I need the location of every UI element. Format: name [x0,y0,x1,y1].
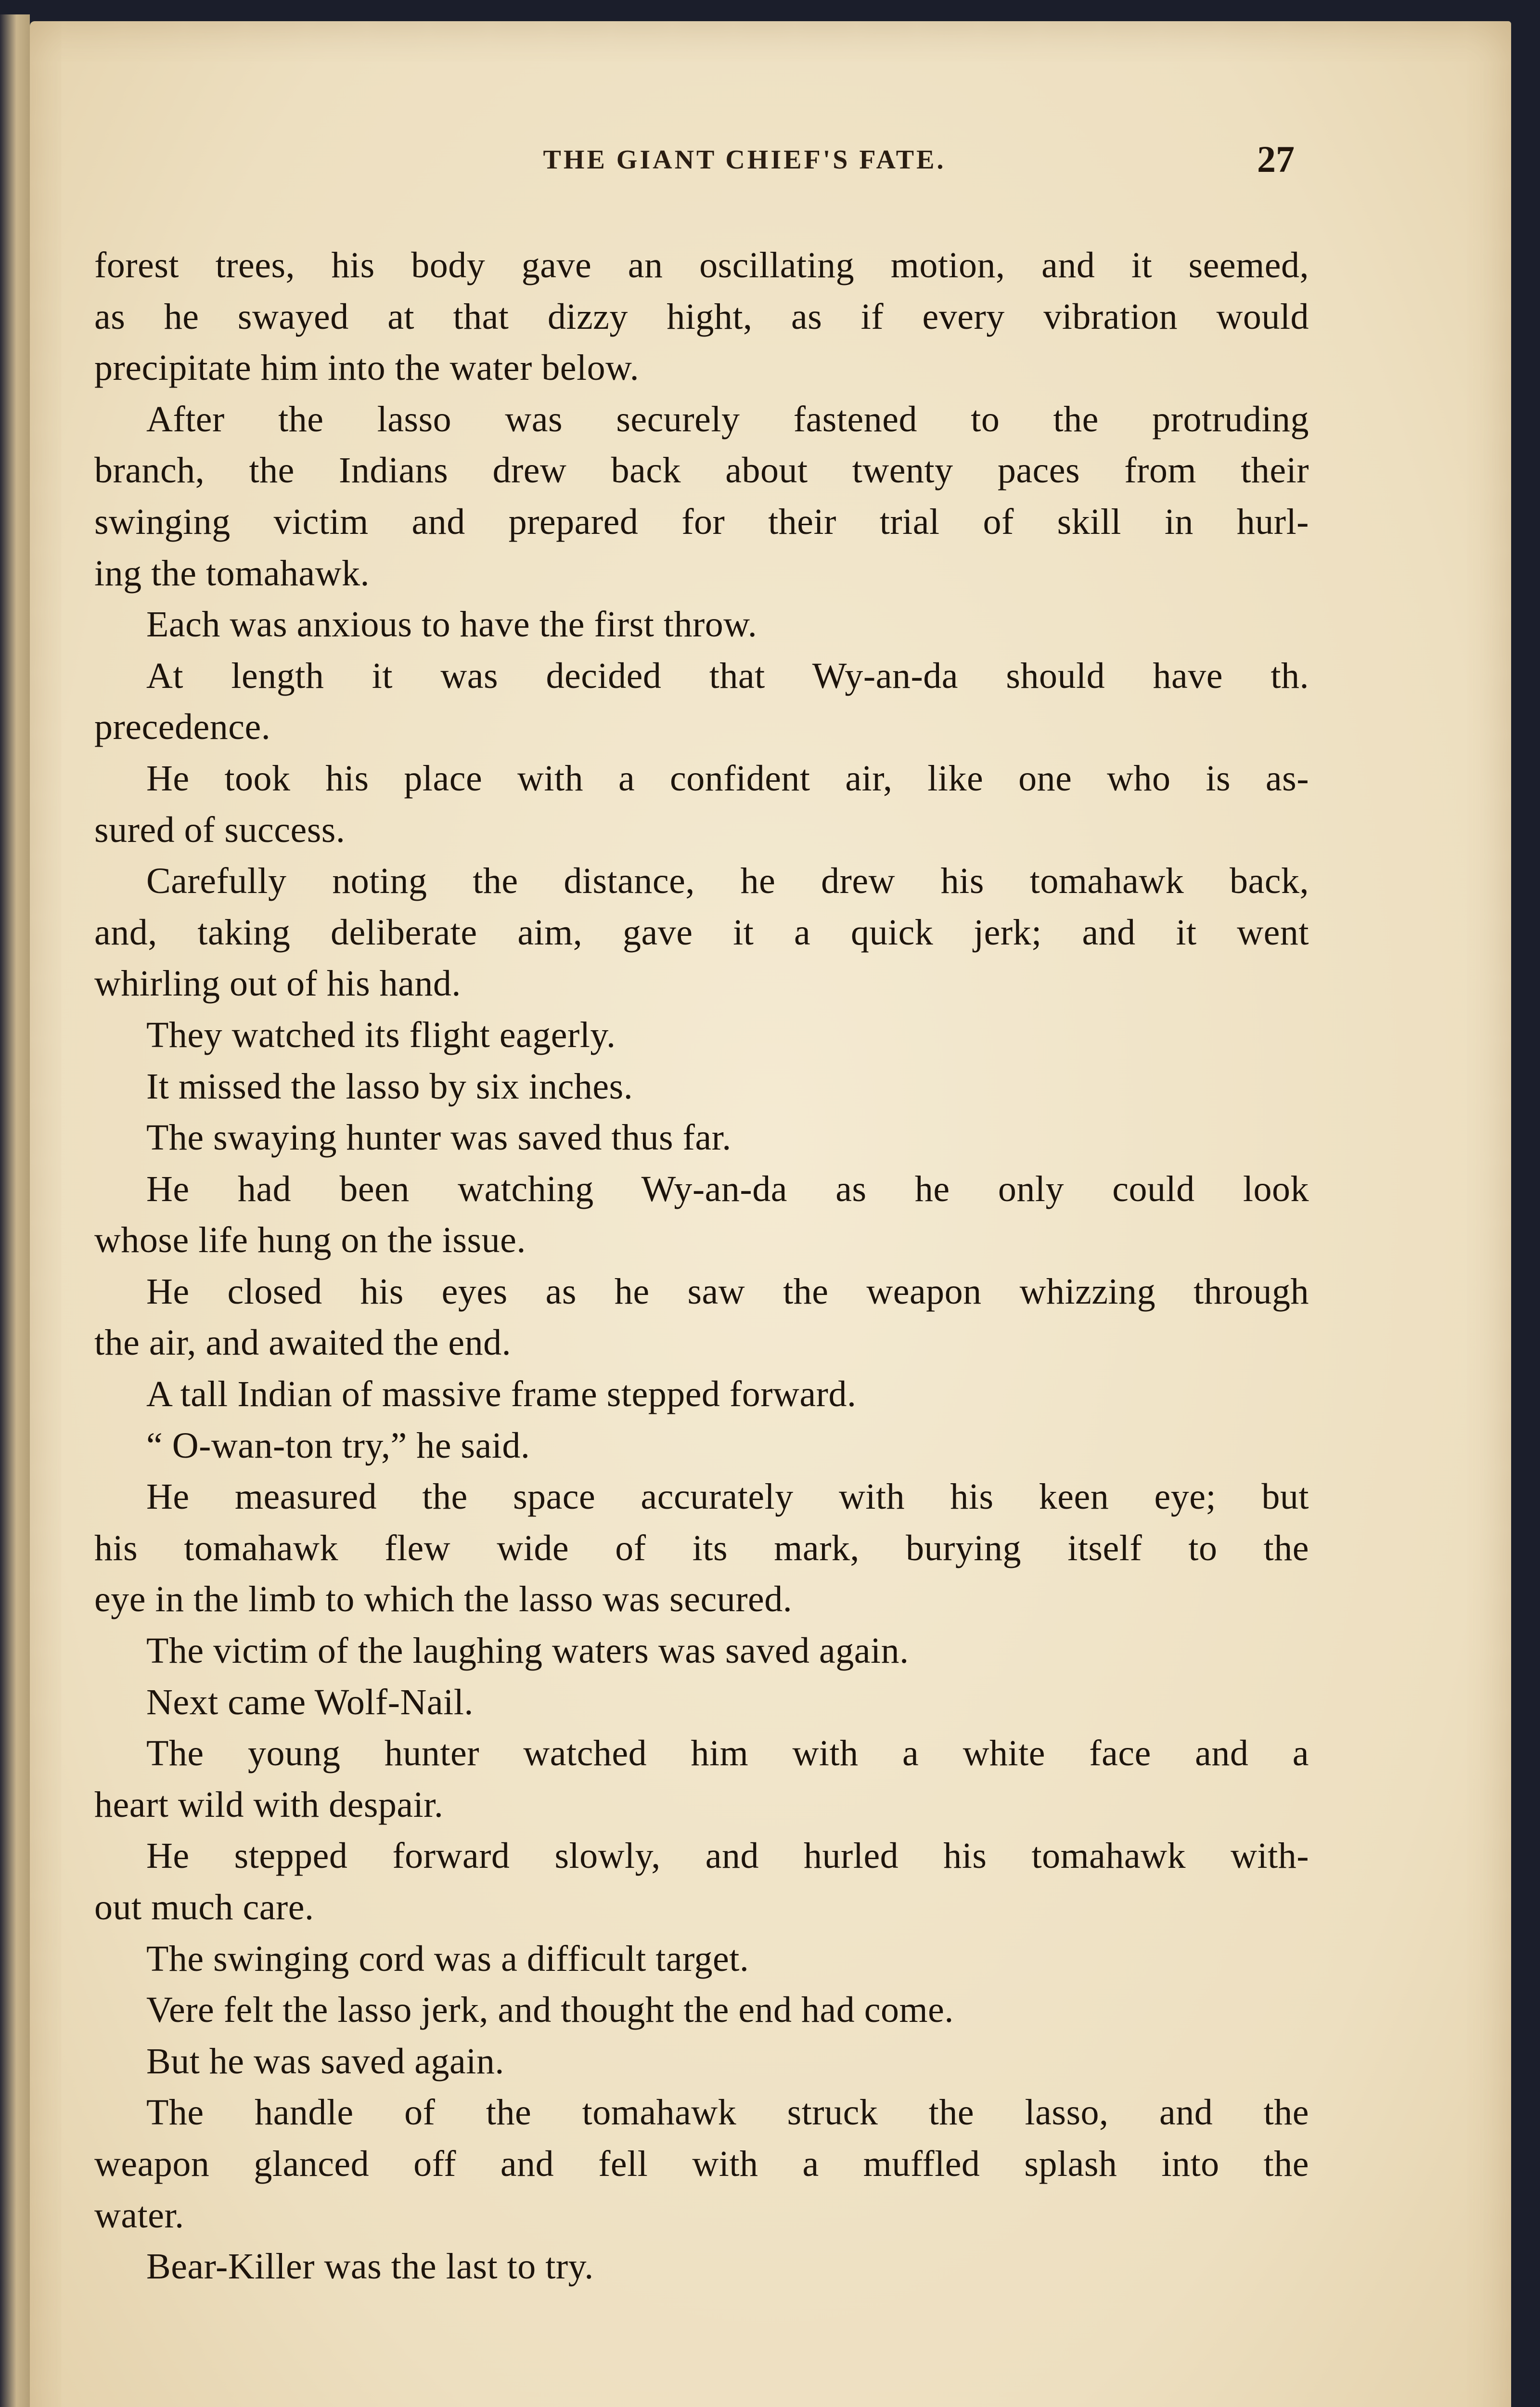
text-line: He closed his eyes as he saw the weapon whizzing through [146,1271,1309,1312]
text-line: Vere felt the lasso jerk, and thought the end had come. [146,1990,954,2031]
text-line: But he was saved again. [146,2041,504,2082]
text-line: “ O-wan-ton try,” he said. [146,1425,530,1466]
text-line: ing the tomahawk. [94,553,370,594]
text-line: It missed the lasso by six inches. [146,1066,633,1107]
text-line: After the lasso was securely fastened to the protruding [146,399,1309,440]
text-line: At length it was decided that Wy-an-da should have th. [146,655,1309,696]
running-header [30,138,1511,193]
text-line: The handle of the tomahawk struck the lasso, and the [146,2092,1309,2133]
text-line: forest trees, his body gave an oscillating motion, and it seemed, [94,245,1309,285]
text-line: out much care. [94,1887,314,1928]
text-line: the air, and awaited the end. [94,1322,512,1363]
text-line: Each was anxious to have the first throw. [146,604,757,645]
text-line: swinging victim and prepared for their trial of skill in hurl- [94,501,1309,542]
body-text [94,240,1309,2292]
text-line: He measured the space accurately with his keen eye; but [146,1476,1309,1517]
text-line: sured of success. [94,809,346,850]
text-line: He stepped forward slowly, and hurled his tomahawk with- [146,1836,1309,1876]
text-line: Carefully noting the distance, he drew his tomahawk back, [146,861,1309,902]
text-line: The young hunter watched him with a white face and a [146,1733,1309,1774]
text-line: heart wild with despair. [94,1784,444,1825]
text-line: branch, the Indians drew back about twenty paces from their [94,450,1309,491]
text-line: He took his place with a confident air, like one who is as- [146,758,1309,799]
text-line: and, taking deliberate aim, gave it a quick jerk; and it went [94,912,1309,953]
page-number: 27 [1257,138,1295,180]
text-line: A tall Indian of massive frame stepped forward. [146,1374,857,1415]
book-spine-edge [0,14,30,2407]
text-line: precipitate him into the water below. [94,348,640,388]
text-line: They watched its flight eagerly. [146,1014,616,1055]
text-line: He had been watching Wy-an-da as he only could look [146,1168,1309,1209]
text-line: eye in the limb to which the lasso was secured. [94,1579,793,1620]
text-line: The victim of the laughing waters was saved again. [146,1631,909,1671]
text-line: The swinging cord was a difficult target. [146,1938,749,1979]
text-line: whose life hung on the issue. [94,1220,526,1261]
text-line: Bear-Killer was the last to try. [146,2246,594,2287]
text-line: as he swayed at that dizzy hight, as if every vibration would [94,296,1309,337]
text-line: weapon glanced off and fell with a muffled splash into the [94,2143,1309,2184]
text-line: precedence. [94,707,271,748]
running-title: THE GIANT CHIEF'S FATE. [543,145,946,175]
text-line: water. [94,2195,184,2236]
text-line: The swaying hunter was saved thus far. [146,1117,732,1158]
text-line: his tomahawk flew wide of its mark, burying itself to the [94,1527,1309,1568]
text-line: whirling out of his hand. [94,963,461,1004]
text-line: Next came Wolf-Nail. [146,1682,474,1722]
